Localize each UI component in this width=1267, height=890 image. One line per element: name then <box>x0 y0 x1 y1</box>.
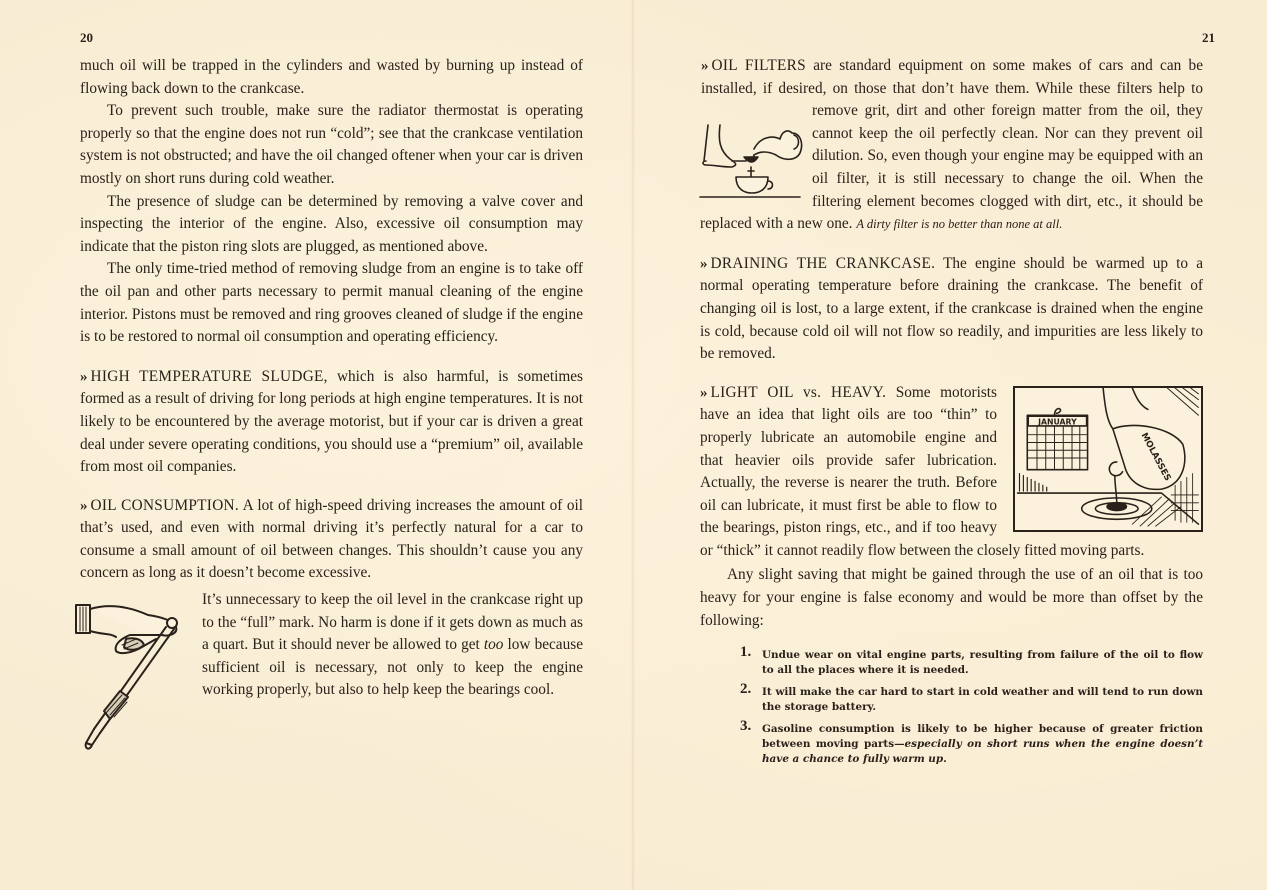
list-item <box>740 681 1203 715</box>
list-number: 1. <box>740 644 752 661</box>
section-body: which is also harmful, is sometimes formed as a result of driving for long periods at high engine temperatures. It is not likely to be encountered by the average motorist, but if your car is driven a great deal under severe operating conditions, you should use a “premium” oil, available from most oil companies. <box>80 367 583 476</box>
paragraph: To prevent such trouble, make sure the radiator thermostat is operating properly so that the engine does not run “cold”; see that the crankcase ventilation system is not obstructed; and have the oil changed oftener when your car is driven mostly on short runs during cold weather. <box>80 102 583 187</box>
paragraph-following: Any slight saving that might be gained through the use of an oil that is too heavy for your engine is false economy and would be more than offset by the following: <box>700 566 1203 629</box>
list-item <box>740 718 1203 767</box>
teapot-strainer-illustration-icon <box>696 121 806 209</box>
section-marker-icon: » <box>80 368 86 385</box>
consequences-list <box>740 644 1203 767</box>
section-heading: LIGHT OIL vs. HEAVY. <box>710 383 887 401</box>
paragraph: The only time-tried method of removing sludge from an engine is to take off the oil pan and other parts necessary to permit manual cleaning of the engine interior. Pistons must be removed and ring grooves cleaned of sludge if the engine is to be restored to normal oil consumption and operating efficiency. <box>80 260 583 346</box>
section-marker-icon: » <box>80 497 86 514</box>
section-body: are standard equipment on some makes of cars and can be installed, if desired, on those that don’t have them. While these filters help to remove grit, dirt and other foreign matter from the oil, they cannot keep the oil perfectly clean. Nor can they prevent oil dilution. So, even though your engine may be equipped with an oil filter, it is still necessary to change the oil. When the filtering element becomes clogged with dirt, etc., it should be replaced with a new one. <box>700 57 1203 233</box>
section-heading: DRAINING THE CRANKCASE. <box>710 254 936 272</box>
section-body: A lot of high-speed driving increases the amount of oil that’s used, and even with normal driving it’s perfectly natural for a car to consume a small amount of oil between changes. This shouldn’t cause you any concern as long as it doesn’t become excessive. <box>80 496 583 582</box>
italic-text: too <box>483 636 504 654</box>
section-body: The engine should be warmed up to a normal operating temperature before draining the crankcase. The benefit of changing oil is lost, to a large extent, if the crankcase is drained when the engine is cold, because cold oil will not flow so readily, and impurities are less likely to be removed. <box>700 254 1203 363</box>
list-number: 3. <box>740 718 752 735</box>
hand-dipstick-illustration-icon <box>70 593 192 753</box>
section-marker-icon: » <box>700 384 706 401</box>
section-draining-crankcase <box>700 253 1203 366</box>
svg-text:JANUARY: JANUARY <box>1038 417 1077 427</box>
paragraph: much oil will be trapped in the cylinders and wasted by burning up instead of flowing back down to the crankcase. <box>80 57 583 97</box>
section-marker-icon: » <box>700 255 706 272</box>
section-marker-icon: » <box>701 58 707 74</box>
section-light-oil-vs-heavy <box>700 382 1203 563</box>
section-high-temperature-sludge <box>80 366 583 479</box>
section-heading: OIL CONSUMPTION. <box>90 496 240 514</box>
italic-text: A dirty filter is no better than none at all. <box>856 217 1063 232</box>
section-body: Some motorists have an idea that light oils are too “thin” to properly lubricate an automobile engine and that heavier oils provide safer lubrication. Actually, the reverse is nearer the truth. Before oil can lubricate, it must first be able to flow to the bearings, piston rings, etc., and if too heavy or “thick” it cannot readily flow between the closely fitted moving parts. <box>700 383 1145 559</box>
text-run: low because sufficient oil is necessary, not only to keep the engine working properly, but also to help keep the bearings cool. <box>202 636 583 699</box>
paragraph: The presence of sludge can be determined by removing a valve cover and inspecting the interior of the engine. Also, excessive oil consumption may indicate that the piston ring slots are plugged, as mentioned above. <box>80 192 583 255</box>
page-number-left: 20 <box>80 30 93 45</box>
list-number: 2. <box>740 681 752 698</box>
page-number-right: 21 <box>1202 30 1215 45</box>
molasses-illustration-icon <box>1013 386 1203 532</box>
section-oil-consumption <box>80 495 583 585</box>
left-page <box>0 0 633 890</box>
svg-text:MOLASSES: MOLASSES <box>1138 431 1173 483</box>
text-run: It’s unnecessary to keep the oil level in the crankcase right up to the “full” mark. No harm is done if it gets down as much as a quart. But it should never be allowed to get <box>202 591 583 654</box>
right-page <box>633 0 1267 890</box>
section-heading: HIGH TEMPERATURE SLUDGE, <box>90 367 328 385</box>
list-item-text: Undue wear on vital engine parts, resulting from failure of the oil to flow to all the places where it is needed. <box>762 649 1203 677</box>
section-heading: OIL FILTERS <box>711 57 806 74</box>
list-item-text: Gasoline consumption is likely to be higher because of greater friction between moving parts— <box>762 723 1203 751</box>
left-page-text <box>80 55 583 753</box>
right-page-text <box>700 55 1203 774</box>
list-item <box>740 644 1203 678</box>
section-oil-filters <box>700 55 1203 236</box>
list-item-text: It will make the car hard to start in cold weather and will tend to run down the storage battery. <box>762 686 1203 714</box>
dipstick-block <box>80 589 583 702</box>
italic-text: especially on short runs when the engine doesn’t have a chance to fully warm up. <box>762 738 1203 766</box>
